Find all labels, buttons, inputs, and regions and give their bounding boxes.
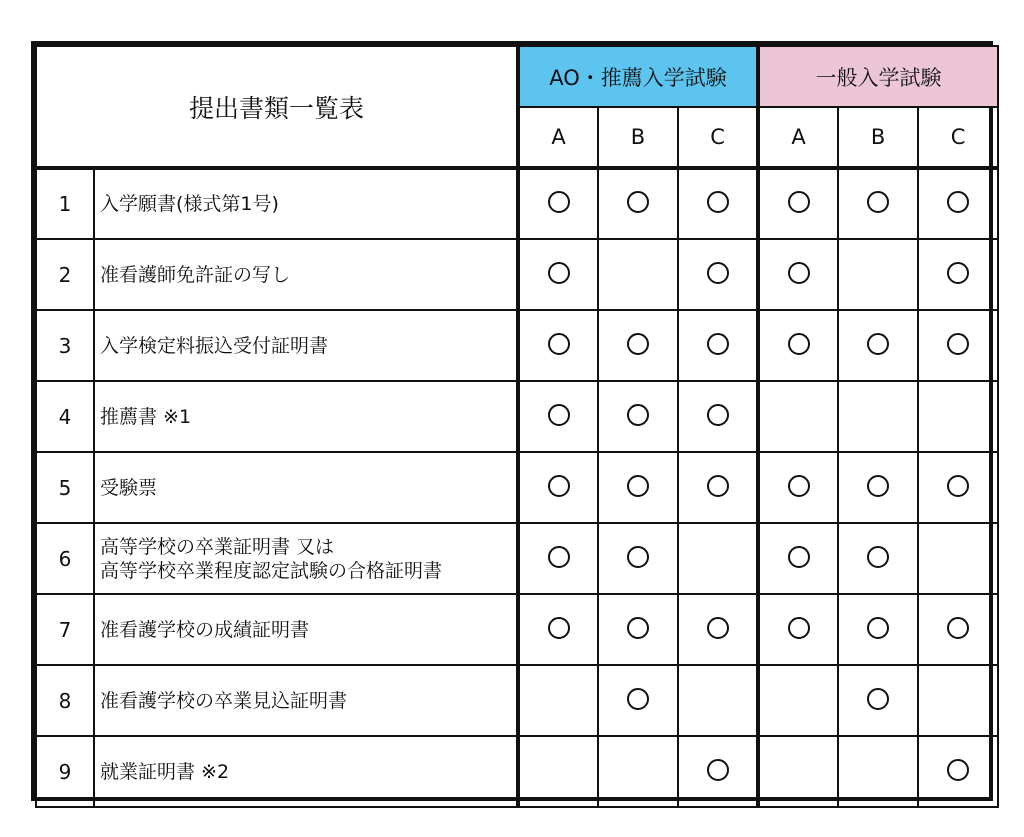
requirement-cell (758, 523, 838, 594)
requirement-cell (838, 665, 918, 736)
requirement-cell (678, 736, 758, 807)
required-circle-icon (707, 262, 729, 284)
row-number: 5 (36, 452, 94, 523)
table-row (36, 594, 998, 665)
group-header-ao-recommendation: AO・推薦入学試験 (518, 46, 758, 107)
requirement-cell (678, 381, 758, 452)
document-name (94, 452, 518, 523)
subheader-general-c: C (918, 107, 998, 168)
required-circle-icon (548, 191, 570, 213)
document-name-line: 准看護師免許証の写し (100, 263, 291, 286)
table-row (36, 736, 998, 807)
requirement-cell (758, 168, 838, 239)
requirement-cell (678, 523, 758, 594)
required-circle-icon (707, 191, 729, 213)
required-circle-icon (707, 475, 729, 497)
subheader-ao-a: A (518, 107, 598, 168)
requirement-cell (518, 381, 598, 452)
requirement-cell (518, 594, 598, 665)
required-circle-icon (788, 617, 810, 639)
row-number: 8 (36, 665, 94, 736)
requirement-cell (758, 452, 838, 523)
row-number: 3 (36, 310, 94, 381)
document-name-line: 入学検定料振込受付証明書 (100, 334, 329, 357)
requirement-cell (918, 239, 998, 310)
requirement-cell (678, 452, 758, 523)
requirement-cell (598, 310, 678, 381)
required-circle-icon (548, 475, 570, 497)
required-circle-icon (707, 404, 729, 426)
requirement-cell (518, 736, 598, 807)
required-circle-icon (548, 404, 570, 426)
requirement-cell (518, 452, 598, 523)
required-circle-icon (627, 688, 649, 710)
required-circle-icon (867, 191, 889, 213)
requirement-cell (838, 239, 918, 310)
required-circle-icon (548, 333, 570, 355)
requirement-cell (838, 594, 918, 665)
required-circle-icon (947, 191, 969, 213)
required-circle-icon (788, 191, 810, 213)
requirement-cell (918, 523, 998, 594)
requirement-cell (678, 239, 758, 310)
group-header-general: 一般入学試験 (758, 46, 998, 107)
subheader-general-b: B (838, 107, 918, 168)
requirement-cell (918, 310, 998, 381)
requirement-cell (838, 381, 918, 452)
requirement-cell (598, 594, 678, 665)
requirement-cell (838, 168, 918, 239)
requirement-cell (678, 594, 758, 665)
requirement-cell (918, 452, 998, 523)
document-name (94, 594, 518, 665)
required-circle-icon (548, 262, 570, 284)
row-number: 4 (36, 381, 94, 452)
document-name (94, 381, 518, 452)
required-circle-icon (788, 333, 810, 355)
document-name (94, 665, 518, 736)
requirement-cell (678, 665, 758, 736)
requirement-cell (598, 736, 678, 807)
subheader-ao-c: C (678, 107, 758, 168)
row-number: 2 (36, 239, 94, 310)
document-name-line: 入学願書(様式第1号) (100, 193, 279, 215)
required-circle-icon (947, 759, 969, 781)
required-circle-icon (867, 333, 889, 355)
required-circle-icon (548, 617, 570, 639)
document-name-line: 准看護学校の成績証明書 (100, 618, 310, 641)
required-circle-icon (707, 617, 729, 639)
requirement-cell (598, 381, 678, 452)
requirement-cell (598, 452, 678, 523)
requirement-cell (838, 736, 918, 807)
required-circle-icon (627, 333, 649, 355)
required-circle-icon (627, 404, 649, 426)
requirement-cell (598, 239, 678, 310)
row-number: 6 (36, 523, 94, 594)
document-name (94, 310, 518, 381)
requirement-cell (918, 381, 998, 452)
submission-documents-table (35, 45, 999, 808)
requirement-cell (758, 736, 838, 807)
requirement-cell (678, 310, 758, 381)
document-name (94, 239, 518, 310)
required-circle-icon (627, 191, 649, 213)
required-circle-icon (947, 333, 969, 355)
table-row (36, 452, 998, 523)
required-circle-icon (867, 688, 889, 710)
document-name-line: 就業証明書 ※2 (100, 760, 230, 783)
table-row (36, 523, 998, 594)
table-title: 提出書類一覧表 (36, 46, 518, 168)
table-row (36, 168, 998, 239)
document-name-line: 准看護学校の卒業見込証明書 (100, 689, 348, 712)
document-name-line: 受験票 (100, 476, 158, 499)
requirement-cell (918, 736, 998, 807)
required-circle-icon (788, 475, 810, 497)
document-name (94, 523, 518, 594)
document-name-line: 高等学校卒業程度認定試験の合格証明書 (100, 559, 443, 582)
row-number: 7 (36, 594, 94, 665)
row-number: 9 (36, 736, 94, 807)
requirement-cell (838, 452, 918, 523)
requirement-cell (758, 594, 838, 665)
requirement-cell (518, 239, 598, 310)
requirement-cell (918, 665, 998, 736)
document-table (31, 41, 993, 801)
table-row (36, 381, 998, 452)
requirement-cell (598, 523, 678, 594)
required-circle-icon (788, 546, 810, 568)
requirement-cell (758, 665, 838, 736)
requirement-cell (918, 168, 998, 239)
subheader-general-a: A (758, 107, 838, 168)
requirement-cell (758, 310, 838, 381)
subheader-ao-b: B (598, 107, 678, 168)
required-circle-icon (627, 475, 649, 497)
table-row (36, 665, 998, 736)
required-circle-icon (788, 262, 810, 284)
requirement-cell (838, 310, 918, 381)
required-circle-icon (707, 759, 729, 781)
requirement-cell (838, 523, 918, 594)
required-circle-icon (548, 546, 570, 568)
requirement-cell (918, 594, 998, 665)
table-row (36, 310, 998, 381)
required-circle-icon (867, 546, 889, 568)
document-name (94, 168, 518, 239)
table-body (36, 168, 998, 807)
requirement-cell (598, 168, 678, 239)
requirement-cell (758, 239, 838, 310)
required-circle-icon (947, 475, 969, 497)
required-circle-icon (867, 617, 889, 639)
required-circle-icon (627, 546, 649, 568)
required-circle-icon (947, 262, 969, 284)
table-row (36, 239, 998, 310)
document-name (94, 736, 518, 807)
required-circle-icon (707, 333, 729, 355)
requirement-cell (678, 168, 758, 239)
required-circle-icon (867, 475, 889, 497)
document-name-line: 推薦書 ※1 (100, 405, 192, 428)
requirement-cell (758, 381, 838, 452)
required-circle-icon (627, 617, 649, 639)
requirement-cell (518, 168, 598, 239)
requirement-cell (518, 523, 598, 594)
requirement-cell (598, 665, 678, 736)
document-name-line: 高等学校の卒業証明書 又は (100, 535, 335, 558)
row-number: 1 (36, 168, 94, 239)
requirement-cell (518, 665, 598, 736)
required-circle-icon (947, 617, 969, 639)
requirement-cell (518, 310, 598, 381)
